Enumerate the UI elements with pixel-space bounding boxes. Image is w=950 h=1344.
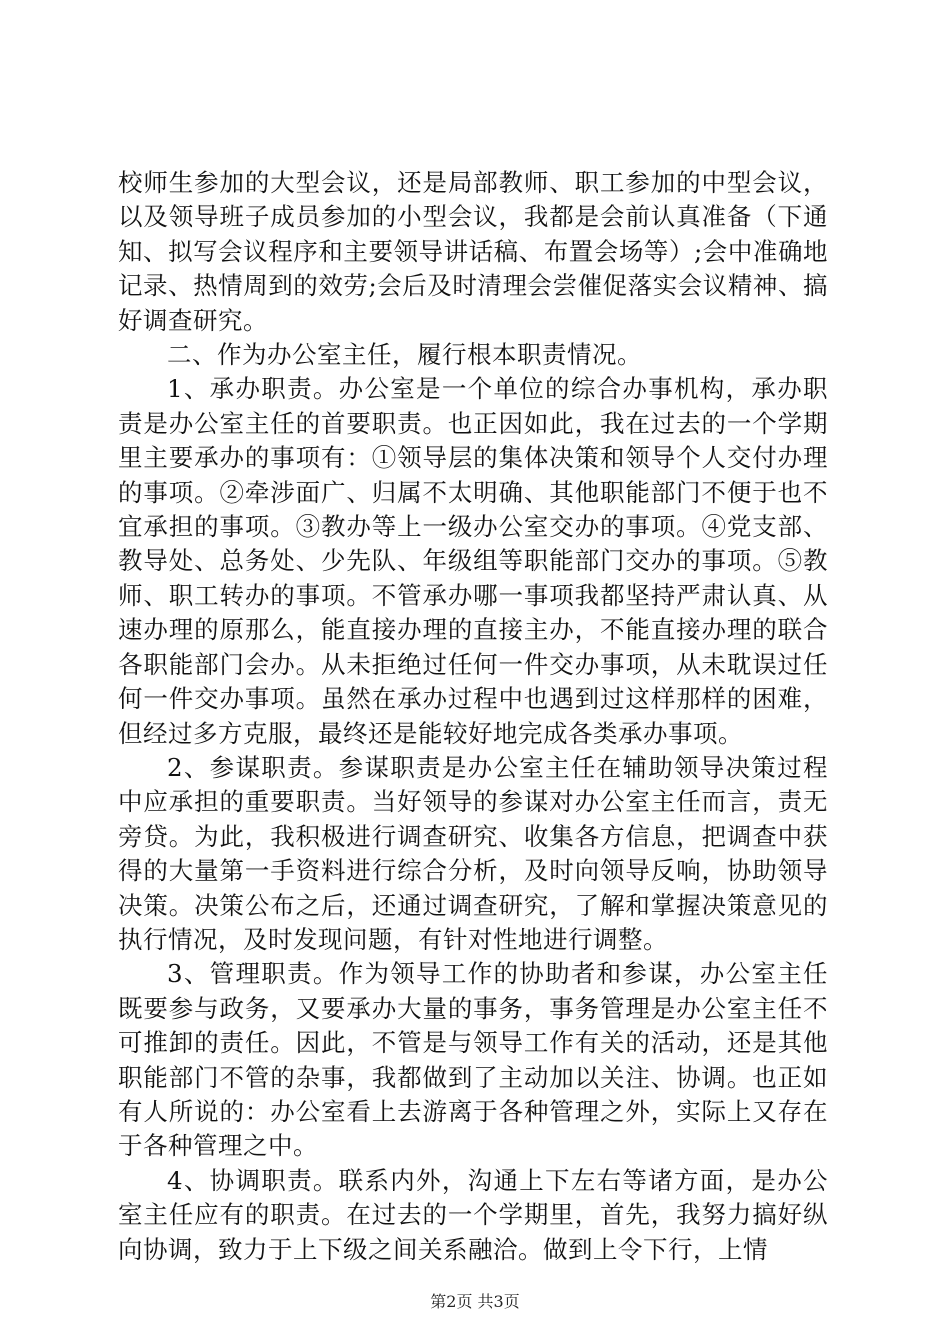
paragraph-coordination-duty: 4、协调职责。联系内外，沟通上下左右等诸方面，是办公室主任应有的职责。在过去的一个学期里，首先，我努力搞好纵向协调，致力于上下级之间关系融洽。做到上令下行，上情 [118,1165,828,1264]
page-number-footer: 第2页 共3页 [430,1292,520,1311]
document-body [118,166,828,1267]
paragraph-undertaking-duty: 1、承办职责。办公室是一个单位的综合办事机构，承办职责是办公室主任的首要职责。也正因如此，我在过去的一个学期里主要承办的事项有：①领导层的集体决策和领导个人交付办理的事项。②牵涉面广、归属不太明确、其他职能部门不便于也不宜承担的事项。③教办等上一级办公室交办的事项。④党支部、教导处、总务处、少先队、年级组等职能部门交办的事项。⑤教师、职工转办的事项。不管承办哪一事项我都坚持严肃认真、从速办理的原那么，能直接办理的直接主办，不能直接办理的联合各职能部门会办。从未拒绝过任何一件交办事项，从未耽误过任何一件交办事项。虽然在承办过程中也遇到过这样那样的困难，但经过多方克服，最终还是能较好地完成各类承办事项。 [118,374,828,748]
paragraph-advisory-duty: 2、参谋职责。参谋职责是办公室主任在辅助领导决策过程中应承担的重要职责。当好领导的参谋对办公室主任而言，责无旁贷。为此，我积极进行调查研究、收集各方信息，把调查中获得的大量第一手资料进行综合分析，及时向领导反响，协助领导决策。决策公布之后，还通过调查研究，了解和掌握决策意见的执行情况，及时发现问题，有针对性地进行调整。 [118,752,828,954]
section-heading-duties: 二、作为办公室主任，履行根本职责情况。 [167,340,642,370]
paragraph-meetings-continued: 校师生参加的大型会议，还是局部教师、职工参加的中型会议，以及领导班子成员参加的小型会议，我都是会前认真准备（下通知、拟写会议程序和主要领导讲话稿、布置会场等）;会中准确地记录、热情周到的效劳;会后及时清理会尝催促落实会议精神、搞好调查研究。 [118,168,828,335]
paragraph-management-duty: 3、管理职责。作为领导工作的协助者和参谋，办公室主任既要参与政务，又要承办大量的事务，事务管理是办公室主任不可推卸的责任。因此，不管是与领导工作有关的活动，还是其他职能部门不管的杂事，我都做到了主动加以关注、协调。也正如有人所说的：办公室看上去游离于各种管理之外，实际上又存在于各种管理之中。 [118,959,828,1161]
